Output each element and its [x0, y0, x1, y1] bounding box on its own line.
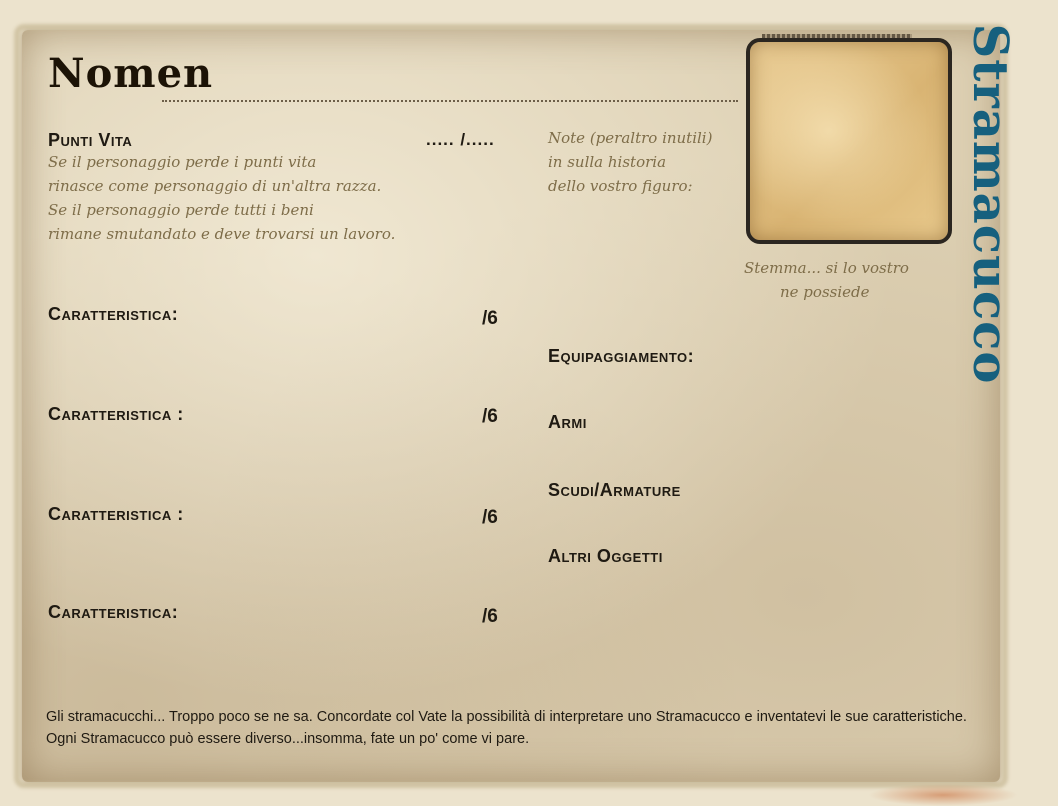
characteristic-label-1: Caratteristica:: [48, 304, 179, 324]
equipment-shields-armor: Scudi/Armature: [548, 480, 681, 500]
notes-line: in sulla historia: [548, 153, 667, 171]
equipment-other-items: Altri Oggetti: [548, 546, 663, 566]
equipment-weapons: Armi: [548, 412, 587, 432]
characteristic-value-2[interactable]: /6: [482, 406, 498, 427]
notes-line: Note (peraltro inutili): [548, 129, 713, 147]
ink-stain: [868, 784, 1018, 806]
crest-caption: [744, 256, 934, 304]
footer-description: Gli stramacucchi... Troppo poco se ne sa. Concordate col Vate la possibilità di interpretare uno Stramacucco e inventatevi le sue caratteristiche. Ogni Stramacucco può essere diverso...insomma, fate un po' come vi pare.: [46, 709, 967, 747]
notes-line: dello vostro figuro:: [548, 177, 693, 195]
characteristic-label-3: Caratteristica :: [48, 504, 184, 524]
crest-caption-line: ne possiede: [780, 283, 870, 301]
characteristic-value-3[interactable]: /6: [482, 507, 498, 528]
characteristic-value-1[interactable]: /6: [482, 308, 498, 329]
punti-vita-note-line: Se il personaggio perde i punti vita: [48, 153, 317, 171]
punti-vita-label: Punti Vita: [48, 130, 133, 150]
sheet-title-vertical: [960, 23, 1020, 385]
punti-vita-value[interactable]: ..... /.....: [426, 130, 495, 149]
characteristic-label-4: Caratteristica:: [48, 602, 179, 622]
punti-vita-note-line: Se il personaggio perde tutti i beni: [48, 201, 314, 219]
characteristic-value-4[interactable]: /6: [482, 606, 498, 627]
crest-box[interactable]: [746, 38, 952, 244]
crest-caption-line: Stemma... si lo vostro: [744, 259, 909, 277]
nomen-label: Nomen: [48, 50, 214, 97]
equipment-title: Equipaggiamento:: [548, 346, 695, 366]
characteristic-label-2: Caratteristica :: [48, 404, 184, 424]
sheet-title-text: Stramacucco: [962, 23, 1018, 385]
notes-field[interactable]: [548, 126, 748, 198]
nomen-input-line[interactable]: [162, 100, 738, 102]
punti-vita-note-line: rimane smutandato e deve trovarsi un lavoro.: [48, 225, 396, 243]
punti-vita-note-line: rinasce come personaggio di un'altra razza.: [48, 177, 382, 195]
punti-vita-note: [48, 150, 448, 246]
